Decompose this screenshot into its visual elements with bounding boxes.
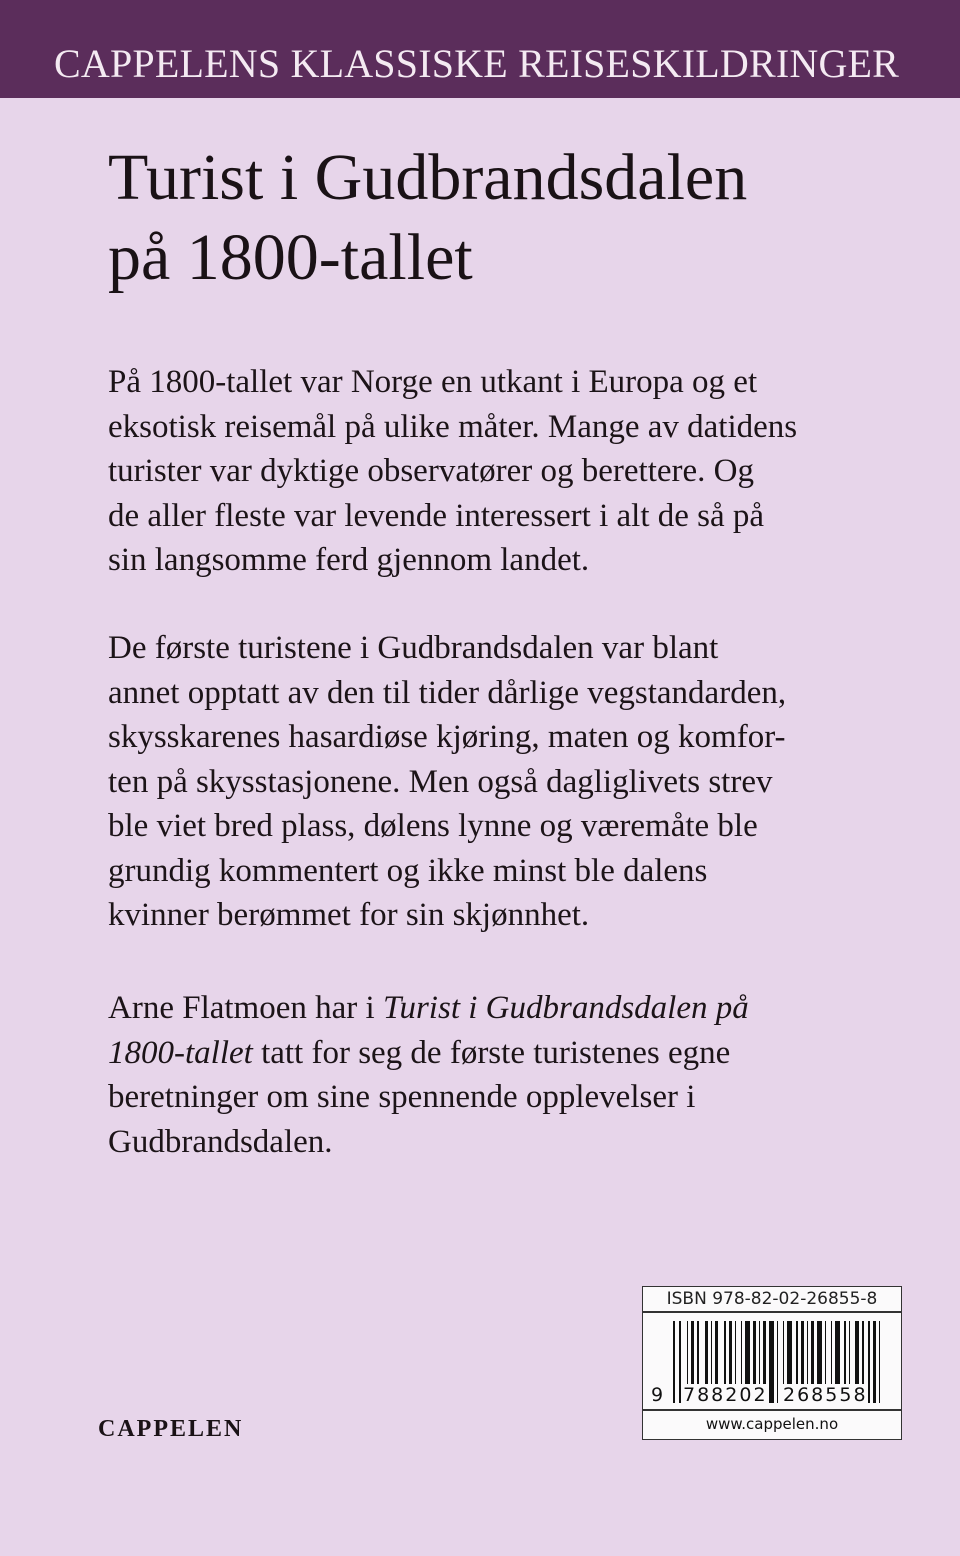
text-line: ten på skysstasjonene. Men også dagliglivets strev <box>108 763 773 800</box>
text-plain: tatt for seg de første turistenes egne <box>252 1034 731 1071</box>
text-plain: Arne Flatmoen har i <box>108 990 383 1026</box>
text-line: beretninger om sine spennende opplevelser i <box>108 1079 696 1115</box>
barcode-bar <box>673 1321 675 1403</box>
text-line: De første turistene i Gudbrandsdalen var blant <box>108 630 719 666</box>
ean-right-group: 268558 <box>783 1384 868 1406</box>
text-line <box>108 986 749 1031</box>
series-name: CAPPELENS KLASSISKE REISESKILDRINGER <box>54 41 900 86</box>
isbn-barcode-box <box>642 1286 902 1440</box>
barcode-bar <box>679 1321 681 1403</box>
paragraph-1 <box>108 360 797 583</box>
book-title-italic: 1800-tallet <box>108 1034 253 1071</box>
book-title <box>108 138 747 298</box>
text-line: sin langsomme ferd gjennom landet. <box>108 542 590 578</box>
ean-left-group: 788202 <box>683 1384 768 1406</box>
text-line: ble viet bred plass, dølens lynne og væremåte ble <box>108 808 758 844</box>
barcode-bar <box>873 1321 876 1403</box>
website-url: www.cappelen.no <box>705 1415 839 1433</box>
book-title-italic: Turist i Gudbrandsdalen på <box>382 990 749 1026</box>
series-band <box>0 0 960 98</box>
text-line: turister var dyktige observatører og berettere. Og <box>108 453 754 489</box>
text-line: Gudbrandsdalen. <box>108 1123 333 1160</box>
text-line: På 1800-tallet var Norge en utkant i Europa og et <box>108 364 758 400</box>
text-line: kvinner berømmet for sin skjønnhet. <box>108 897 590 933</box>
barcode-bar <box>868 1321 870 1403</box>
divider <box>643 1311 901 1313</box>
text-line <box>108 1031 749 1076</box>
text-line: eksotisk reisemål på ulike måter. Mange av datidens <box>108 408 798 445</box>
paragraph-3 <box>108 986 749 1164</box>
paragraph-2 <box>108 626 786 938</box>
title-line: på 1800-tallet <box>108 221 473 294</box>
isbn-number: ISBN 978-82-02-26855-8 <box>666 1289 878 1309</box>
barcode-bar <box>769 1321 774 1403</box>
title-line: Turist i Gudbrandsdalen <box>108 141 748 214</box>
barcode-bar <box>879 1321 881 1403</box>
publisher-logo: CAPPELEN <box>98 1416 244 1442</box>
text-line: grundig kommentert og ikke minst ble dalens <box>108 852 708 889</box>
divider <box>643 1409 901 1411</box>
text-line: annet opptatt av den til tider dårlige vegstandarden, <box>108 674 787 711</box>
text-line: skysskarenes hasardiøse kjøring, maten og komfor- <box>108 719 786 755</box>
barcode-bar <box>777 1321 779 1403</box>
ean-first-digit: 9 <box>651 1384 666 1406</box>
text-line: de aller fleste var levende interessert i alt de så på <box>108 497 765 534</box>
